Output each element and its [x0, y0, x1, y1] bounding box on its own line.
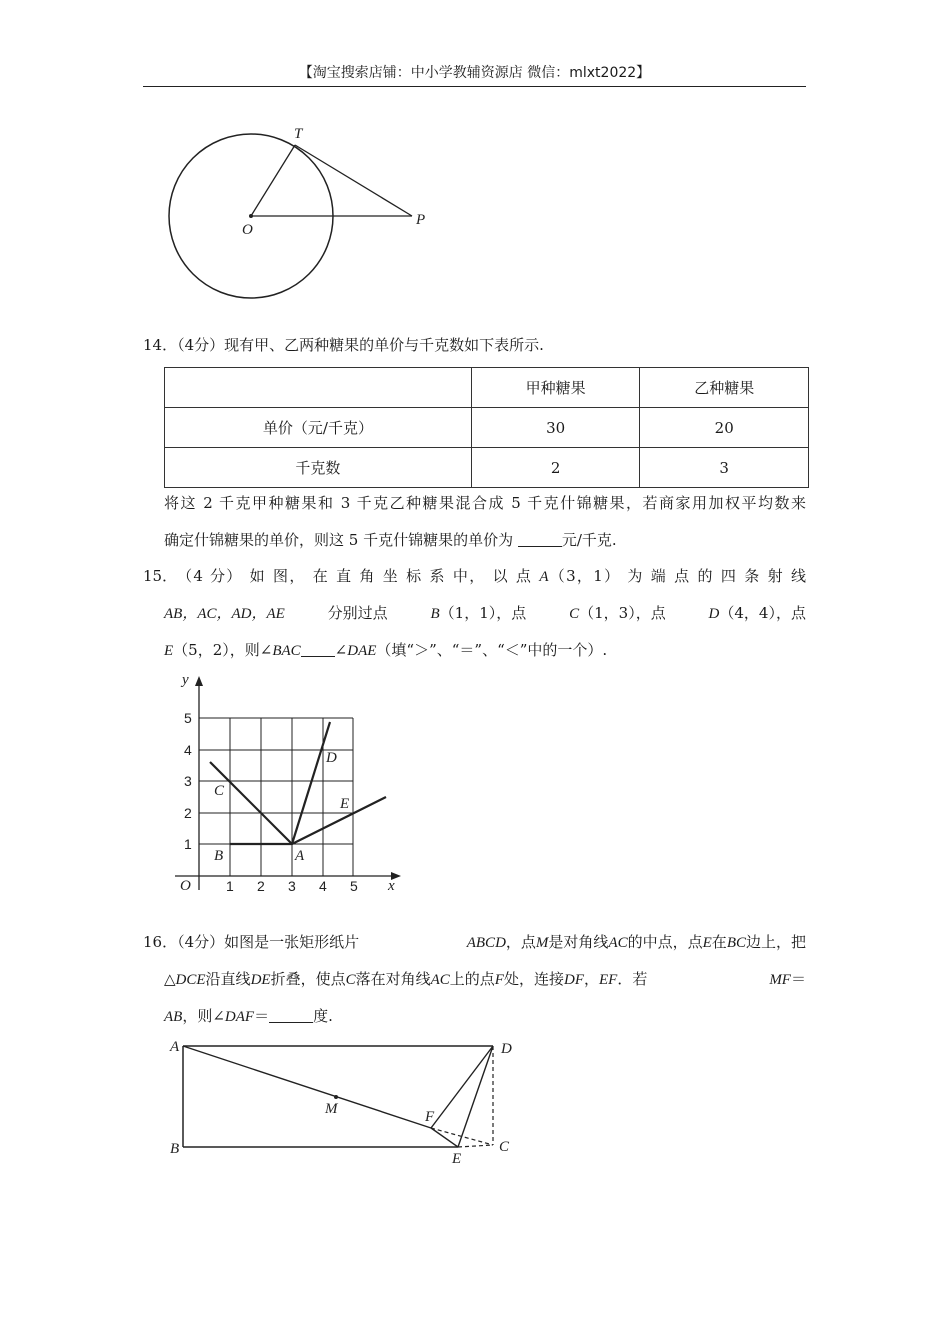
- x-tick-label: 4: [319, 878, 327, 894]
- q16-line-2: △DCE沿直线DE折叠，使点C落在对角线AC上的点F处，连接DF，EF．若 MF＝: [164, 970, 806, 988]
- rectangle-fold-figure: [165, 1035, 525, 1165]
- table-row: [165, 448, 809, 488]
- q15-line-3: E（5，2），则∠BAC ∠DAE（填“＞”、“＝”、“＜”中的一个）.: [164, 641, 608, 659]
- q14-score: （4分）: [177, 336, 225, 354]
- q16-line-3: AB，则∠DAF＝ 度.: [164, 1007, 333, 1025]
- label-t: T: [294, 126, 303, 142]
- segment-ot: [251, 145, 295, 216]
- origin-label: O: [180, 878, 191, 894]
- circle-tangent-figure: [160, 120, 460, 310]
- answer-blank-14[interactable]: [518, 532, 562, 547]
- x-tick-label: 1: [226, 878, 234, 894]
- answer-blank-16[interactable]: [269, 1008, 313, 1023]
- answer-blank-15[interactable]: [301, 642, 335, 657]
- point-label-e: E: [340, 796, 350, 812]
- ray-ac: [210, 762, 292, 844]
- segment-tp: [295, 145, 412, 216]
- ray-ad: [292, 722, 330, 844]
- y-tick-label: 4: [184, 742, 192, 758]
- q15-line-2: AB，AC，AD，AE 分别过点 B（1，1），点 C（1，3），点 D（4，4），点: [164, 604, 806, 622]
- table-cell: 20: [640, 408, 809, 448]
- label-c: C: [499, 1139, 510, 1155]
- q14-line-2: [164, 529, 617, 550]
- y-tick-label: 3: [184, 773, 192, 789]
- q14-line-2b: 元/千克.: [561, 531, 617, 549]
- label-o: O: [242, 222, 253, 238]
- page-header: 【淘宝搜索店铺：中小学教辅资源店 微信：mlxt2022】: [143, 62, 806, 87]
- candy-table: [164, 367, 809, 488]
- y-tick-label: 2: [184, 805, 192, 821]
- point-label-b: B: [214, 848, 224, 864]
- q14-line-1: 将这 2 千克甲种糖果和 3 千克乙种糖果混合成 5 千克什锦糖果，若商家用加权平均数来: [164, 494, 806, 512]
- point-label-d: D: [326, 750, 337, 766]
- table-cell: [165, 368, 472, 408]
- table-cell: 乙种糖果: [640, 368, 809, 408]
- x-tick-label: 3: [288, 878, 296, 894]
- label-f: F: [425, 1109, 435, 1125]
- dashed-ec: [458, 1145, 493, 1147]
- label-p: P: [416, 212, 426, 228]
- table-cell: 3: [640, 448, 809, 488]
- segment-df: [431, 1046, 493, 1128]
- segment-de: [458, 1046, 493, 1147]
- q15-line-1-text: （4 分） 如 图， 在 直 角 坐 标 系 中， 以 点 A（3，1） 为 端 点 的 四 条 射 线: [177, 567, 806, 585]
- label-e: E: [452, 1151, 462, 1167]
- q14-line-2a: 确定什锦糖果的单价，则这 5 千克什锦糖果的单价为: [164, 531, 514, 549]
- y-axis-arrow: [195, 676, 203, 686]
- q15-number: 15．: [143, 567, 178, 585]
- table-header-row: [165, 368, 809, 408]
- table-cell: 30: [471, 408, 640, 448]
- y-tick-label: 1: [184, 836, 192, 852]
- label-b: B: [170, 1141, 180, 1157]
- question-14-stem: [143, 336, 544, 355]
- q14-stem-text: 现有甲、乙两种糖果的单价与千克数如下表所示.: [224, 336, 544, 354]
- diagonal-af: [183, 1046, 431, 1128]
- segment-ef: [431, 1128, 458, 1147]
- table-cell: 甲种糖果: [471, 368, 640, 408]
- x-axis-label: x: [388, 878, 395, 894]
- point-label-c: C: [214, 783, 225, 799]
- y-axis-label: y: [182, 672, 189, 688]
- q16-line-1: 16．（4分）如图是一张矩形纸片 ABCD，点M是对角线AC的中点，点E在BC边上，把: [143, 933, 806, 951]
- x-tick-label: 5: [350, 878, 358, 894]
- center-dot: [249, 214, 253, 218]
- y-tick-label: 5: [184, 710, 192, 726]
- coordinate-figure: [165, 668, 405, 898]
- x-tick-label: 2: [257, 878, 265, 894]
- table-cell: 单价（元/千克）: [165, 408, 472, 448]
- q15-line-2-text: 分别过点: [327, 604, 388, 622]
- table-cell: 千克数: [165, 448, 472, 488]
- q15-line-1: [143, 565, 806, 586]
- label-a: A: [170, 1039, 180, 1055]
- label-d: D: [501, 1041, 512, 1057]
- q15-rays: AB，AC，AD，AE: [164, 606, 285, 622]
- point-label-a: A: [295, 848, 305, 864]
- label-m: M: [325, 1101, 338, 1117]
- midpoint-m: [334, 1095, 338, 1099]
- q14-number: 14．: [143, 336, 178, 354]
- table-row: [165, 408, 809, 448]
- ray-ae: [292, 797, 386, 844]
- table-cell: 2: [471, 448, 640, 488]
